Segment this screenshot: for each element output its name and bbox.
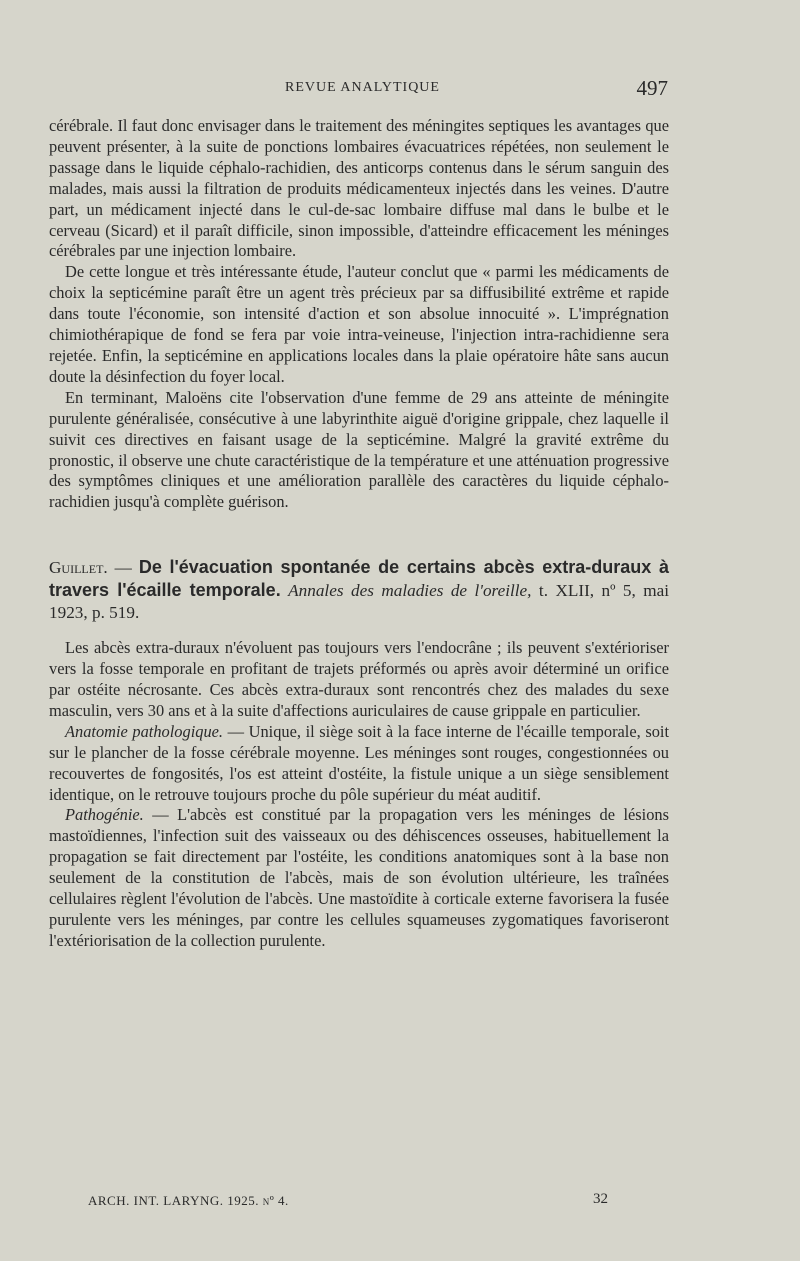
continuation-paragraph-3: En terminant, Maloëns cite l'observation d'une femme de 29 ans atteinte de méningite purulente généralisée, consécutive à une labyrinthite aiguë d'origine grippale, chez laquelle il suivit ces directives en faisant usage de la septicémine. Malgré la gravité extrême du pronostic, il observe une chute caractéristique de la température et une atténuation progressive des symptômes cliniques et une amélioration parallèle des caractères du liquide céphalo-rachidien jusqu'à complète guérison.: [49, 387, 669, 512]
running-head: REVUE ANALYTIQUE: [285, 80, 440, 95]
anatomy-text: — Unique, il siège soit à la face interne de l'écaille temporale, soit sur le plancher de la fosse cérébrale moyenne. Les méninges sont rouges, congestionnées ou recouvertes de fongosités, l'os est atteint d'ostéite, la fistule unique a un siège sensiblement identique, on le retrouve toujours proche du pôle supérieur du méat auditif.: [49, 721, 670, 804]
pathogeny-text: — L'abcès est constitué par la propagation vers les méninges de lésions mastoïdiennes, l'infection suit des vaisseaux ou des déhiscences osseuses, habituellement la propagation se fait directement par l'ostéite, les conditions anatomiques sont à la base non seulement de la constitution de l'abcès, mais de son évolution ultérieure, les traînées cellulaires règlent l'évolution de l'abcès. Une mastoïdite à corticale externe favorisera la fusée purulente vers les méninges, par contre les cellules squameuses zygomatiques favoriseront l'extériorisation de la collection purulente.: [49, 805, 669, 950]
article-author: Guillet.: [49, 558, 108, 578]
continuation-paragraph-2: De cette longue et très intéressante étude, l'auteur conclut que « parmi les médicaments de choix la septicémine paraît être un agent très précieux par sa diffusibilité extrême et rapide dans toute l'économie, son intensité d'action et son absolue innocuité ». L'imprégnation chimiothérapique de fond se fera par voie intra-veineuse, l'injection intra-rachidienne sera rejetée. Enfin, la septicémine en applications locales dans la plaie opératoire hâte sans aucun doute la désinfection du foyer local.: [49, 262, 669, 386]
abstract-anatomy-paragraph: [49, 722, 669, 806]
reference-dash: —: [107, 558, 139, 578]
sheet-number: 32: [593, 1191, 608, 1207]
page-header: [50, 76, 668, 108]
article-reference: [49, 556, 669, 624]
page-number: 497: [636, 76, 668, 100]
abstract-pathogeny-paragraph: [49, 805, 669, 951]
pathogeny-subheading: Pathogénie.: [65, 805, 144, 825]
continuation-paragraph-1: cérébrale. Il faut donc envisager dans le traitement des méningites septiques les avantages que peuvent présenter, à la suite de ponctions lombaires évacuatrices répétées, non seulement le passage dans le liquide céphalo-rachidien, des anticorps contenus dans le sérum sanguin des malades, mais aussi la filtration de produits médicamenteux injectés dans les veines. D'autre part, un médicament injecté dans le cul-de-sac lombaire diffuse mal dans le bulbe et le cerveau (Sicard) et il paraît difficile, sinon impossible, d'atteindre efficacement les méninges cérébrales par une injection lombaire.: [49, 116, 669, 261]
section-gap: [49, 513, 669, 534]
printer-signature: ARCH. INT. LARYNG. 1925. nº 4.: [88, 1193, 289, 1208]
article-title: De l'évacuation spontanée de certains abcès extra-duraux à travers l'écaille temporale.: [49, 557, 669, 601]
journal-name: Annales des maladies de l'oreille,: [288, 581, 532, 601]
journal-citation: t. XLII, nº 5, mai 1923, p. 519.: [49, 581, 670, 623]
abstract-paragraph-1: Les abcès extra-duraux n'évoluent pas toujours vers l'endocrâne ; ils peuvent s'extérioriser vers la fosse temporale en profitant de trajets préformés ou après avoir déterminé un orifice par ostéite nécrosante. Ces abcès extra-duraux sont rencontrés chez des malades du sexe masculin, vers 30 ans et à la suite d'affections auriculaires de cause grippale en particulier.: [49, 638, 669, 720]
anatomy-subheading: Anatomie pathologique.: [65, 721, 224, 741]
page-body: [49, 116, 669, 952]
